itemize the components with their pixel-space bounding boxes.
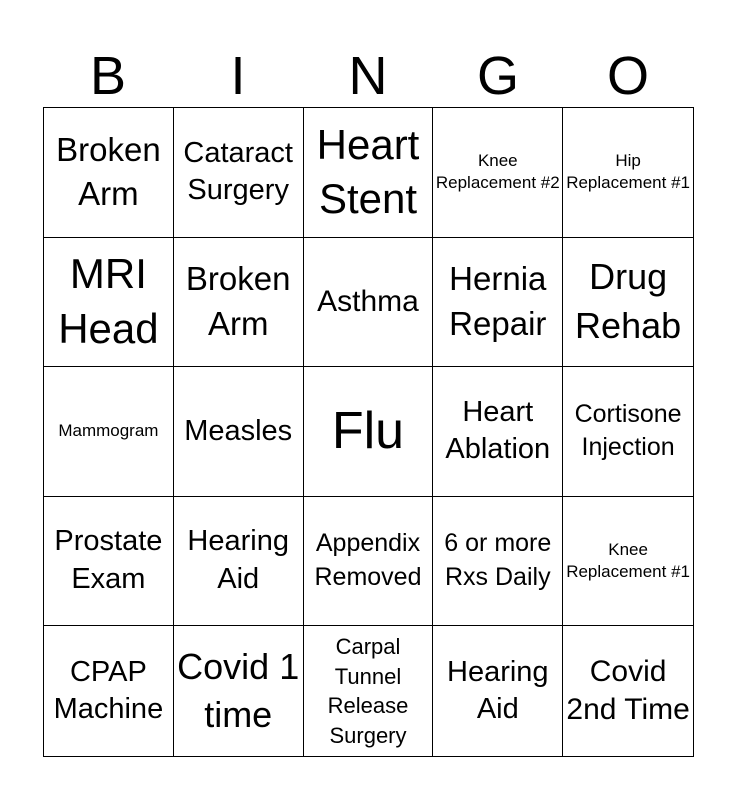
bingo-cell[interactable] <box>304 108 434 238</box>
bingo-cell[interactable] <box>304 238 434 368</box>
bingo-cell[interactable] <box>563 238 693 368</box>
cell-text: Flu <box>331 401 405 460</box>
bingo-cell[interactable] <box>174 626 304 756</box>
bingo-cell[interactable] <box>44 238 174 368</box>
bingo-cell[interactable] <box>304 367 434 497</box>
bingo-cell[interactable] <box>174 108 304 238</box>
bingo-cell[interactable] <box>44 497 174 627</box>
bingo-cell[interactable] <box>44 626 174 756</box>
bingo-cell[interactable] <box>433 626 563 756</box>
cell-text: Cortisone Injection <box>574 399 682 462</box>
bingo-cell[interactable] <box>433 108 563 238</box>
header-letter-o: O <box>606 46 649 106</box>
cell-text: Measles <box>184 414 293 447</box>
cell-text: Broken Arm <box>56 130 161 213</box>
cell-text: Heart Stent <box>316 120 420 223</box>
bingo-cell[interactable] <box>44 108 174 238</box>
cell-text: Heart Ablation <box>445 395 551 466</box>
bingo-cell[interactable] <box>433 238 563 368</box>
cell-text: Carpal Tunnel Release Surgery <box>327 633 409 748</box>
cell-text: Cataract Surgery <box>183 136 293 207</box>
bingo-cell[interactable] <box>563 367 693 497</box>
cell-text: Knee Replacement #1 <box>566 540 690 582</box>
bingo-cell[interactable] <box>563 497 693 627</box>
cell-text: Hernia Repair <box>449 260 547 342</box>
cell-text: Hearing Aid <box>447 655 549 726</box>
cell-text: 6 or more Rxs Daily <box>444 529 552 592</box>
cell-text: Asthma <box>317 284 419 318</box>
cell-text: Knee Replacement #2 <box>435 151 560 193</box>
cell-text: Drug Rehab <box>575 256 682 346</box>
bingo-cell[interactable] <box>174 238 304 368</box>
header-letter-g: G <box>476 46 519 106</box>
bingo-cell[interactable] <box>433 367 563 497</box>
cell-text: Hearing Aid <box>187 525 289 596</box>
bingo-cell[interactable] <box>174 497 304 627</box>
cell-text: Appendix Removed <box>314 529 422 592</box>
header-letter-b: B <box>89 46 127 106</box>
header-letter-n: N <box>348 46 388 106</box>
bingo-cell[interactable] <box>304 497 434 627</box>
bingo-cell[interactable] <box>433 497 563 627</box>
cell-text: Covid 1 time <box>177 645 300 736</box>
cell-text: Mammogram <box>58 421 159 441</box>
bingo-cell[interactable] <box>563 626 693 756</box>
cell-text: CPAP Machine <box>53 655 164 726</box>
bingo-cell[interactable] <box>304 626 434 756</box>
cell-text: Broken Arm <box>185 260 291 342</box>
header-letter-i: I <box>230 46 246 106</box>
bingo-cell[interactable] <box>563 108 693 238</box>
bingo-board <box>43 107 694 757</box>
cell-text: Covid 2nd Time <box>566 654 690 727</box>
cell-text: Prostate Exam <box>54 525 163 596</box>
cell-text: Hip Replacement #1 <box>566 151 690 193</box>
bingo-cell[interactable] <box>174 367 304 497</box>
cell-text: MRI Head <box>58 250 159 352</box>
bingo-cell[interactable] <box>44 367 174 497</box>
bingo-header <box>43 46 693 106</box>
